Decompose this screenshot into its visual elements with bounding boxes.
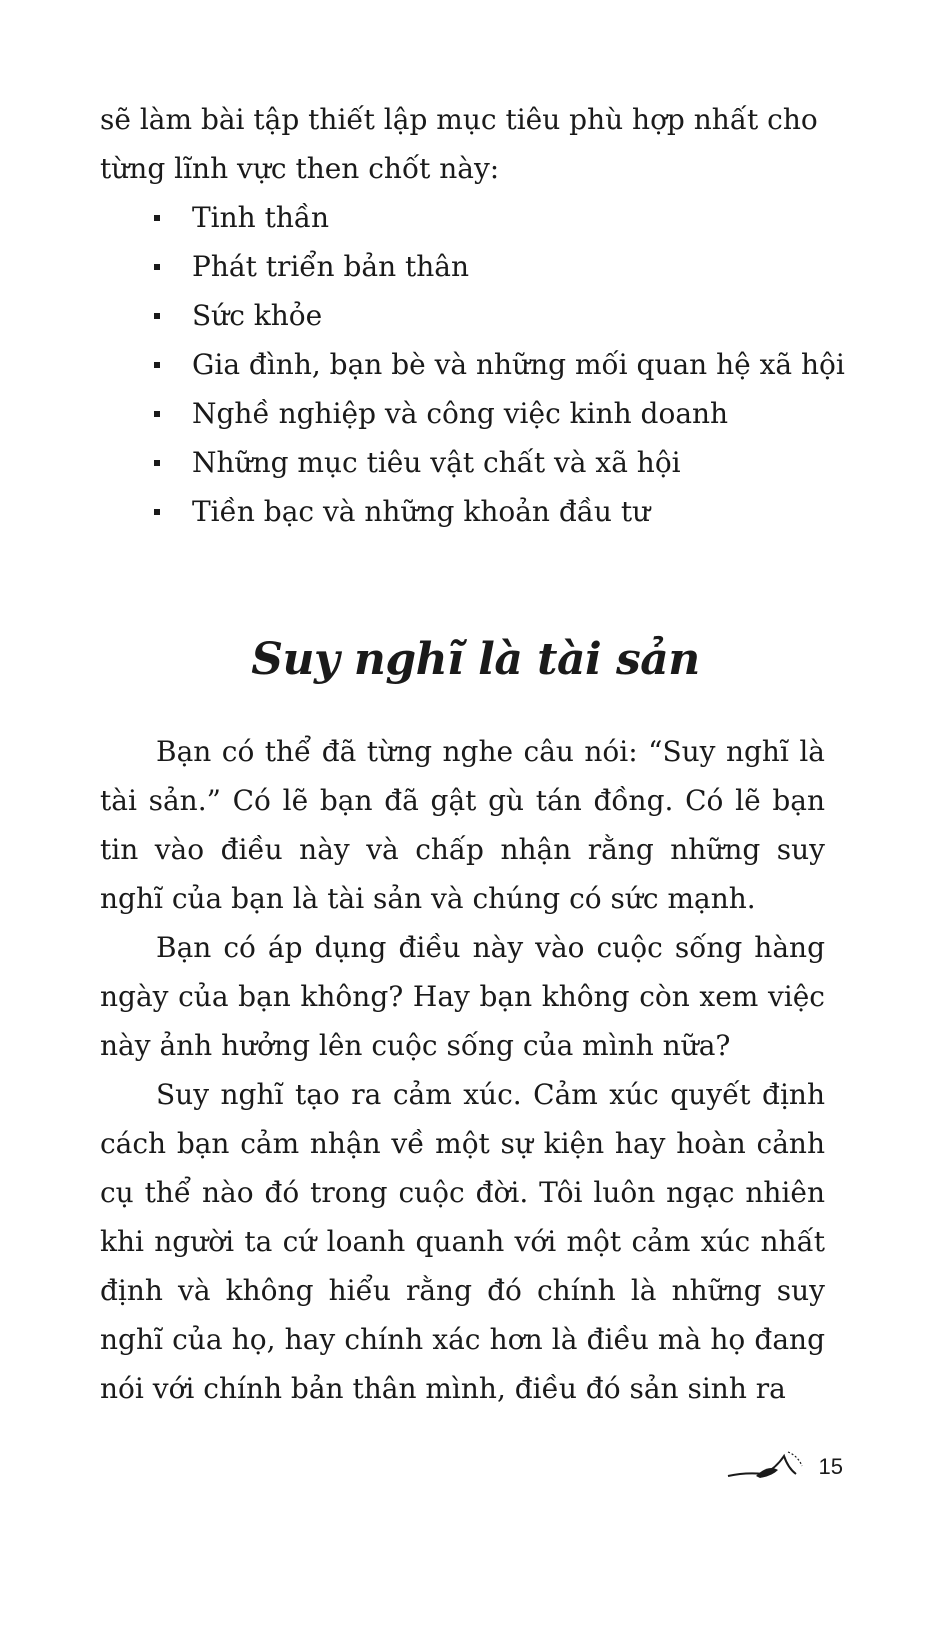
list-item-text: Nghề nghiệp và công việc kinh doanh bbox=[192, 397, 729, 430]
section-title: Suy nghĩ là tài sản bbox=[251, 634, 700, 685]
list-item-text: Tinh thần bbox=[192, 201, 330, 234]
bullet-icon bbox=[154, 411, 160, 417]
list-item-text: Tiền bạc và những khoản đầu tư bbox=[192, 495, 651, 528]
list-item bbox=[150, 193, 850, 242]
paragraph: Bạn có áp dụng điều này vào cuộc sống hàng ngày của bạn không? Hay bạn không còn xem việc này ảnh hưởng lên cuộc sống của mình nữa? bbox=[100, 931, 825, 1062]
bullet-icon bbox=[154, 362, 160, 368]
paragraph: Bạn có thể đã từng nghe câu nói: “Suy nghĩ là tài sản.” Có lẽ bạn đã gật gù tán đồng. Có lẽ bạn tin vào điều này và chấp nhận rằng những suy nghĩ của bạn là tài sản và chúng có sức mạnh. bbox=[100, 735, 825, 915]
page-ornament-icon bbox=[726, 1446, 816, 1486]
intro-paragraph bbox=[100, 95, 830, 193]
list-item-text: Phát triển bản thân bbox=[192, 250, 470, 283]
list-item bbox=[150, 242, 850, 291]
page-number: 15 bbox=[818, 1454, 843, 1479]
bullet-icon bbox=[154, 509, 160, 515]
list-item bbox=[150, 438, 850, 487]
body-text bbox=[100, 727, 825, 1413]
list-item bbox=[150, 340, 850, 389]
list-item-text: Gia đình, bạn bè và những mối quan hệ xã hội bbox=[192, 348, 845, 381]
bullet-icon bbox=[154, 460, 160, 466]
key-areas-list bbox=[150, 193, 850, 536]
bullet-icon bbox=[154, 313, 160, 319]
list-item bbox=[150, 487, 850, 536]
intro-text: sẽ làm bài tập thiết lập mục tiêu phù hợp nhất cho từng lĩnh vực then chốt này: bbox=[100, 103, 818, 185]
list-item-text: Những mục tiêu vật chất và xã hội bbox=[192, 446, 681, 479]
list-item bbox=[150, 389, 850, 438]
paragraph: Suy nghĩ tạo ra cảm xúc. Cảm xúc quyết định cách bạn cảm nhận về một sự kiện hay hoàn cảnh cụ thể nào đó trong cuộc đời. Tôi luôn ngạc nhiên khi người ta cứ loanh quanh với một cảm xúc nhất định và không hiểu rằng đó chính là những suy nghĩ của họ, hay chính xác hơn là điều mà họ đang nói với chính bản thân mình, điều đó sản sinh ra bbox=[100, 1078, 825, 1405]
list-item-text: Sức khỏe bbox=[192, 299, 323, 332]
bullet-icon bbox=[154, 264, 160, 270]
list-item bbox=[150, 291, 850, 340]
bullet-icon bbox=[154, 215, 160, 221]
